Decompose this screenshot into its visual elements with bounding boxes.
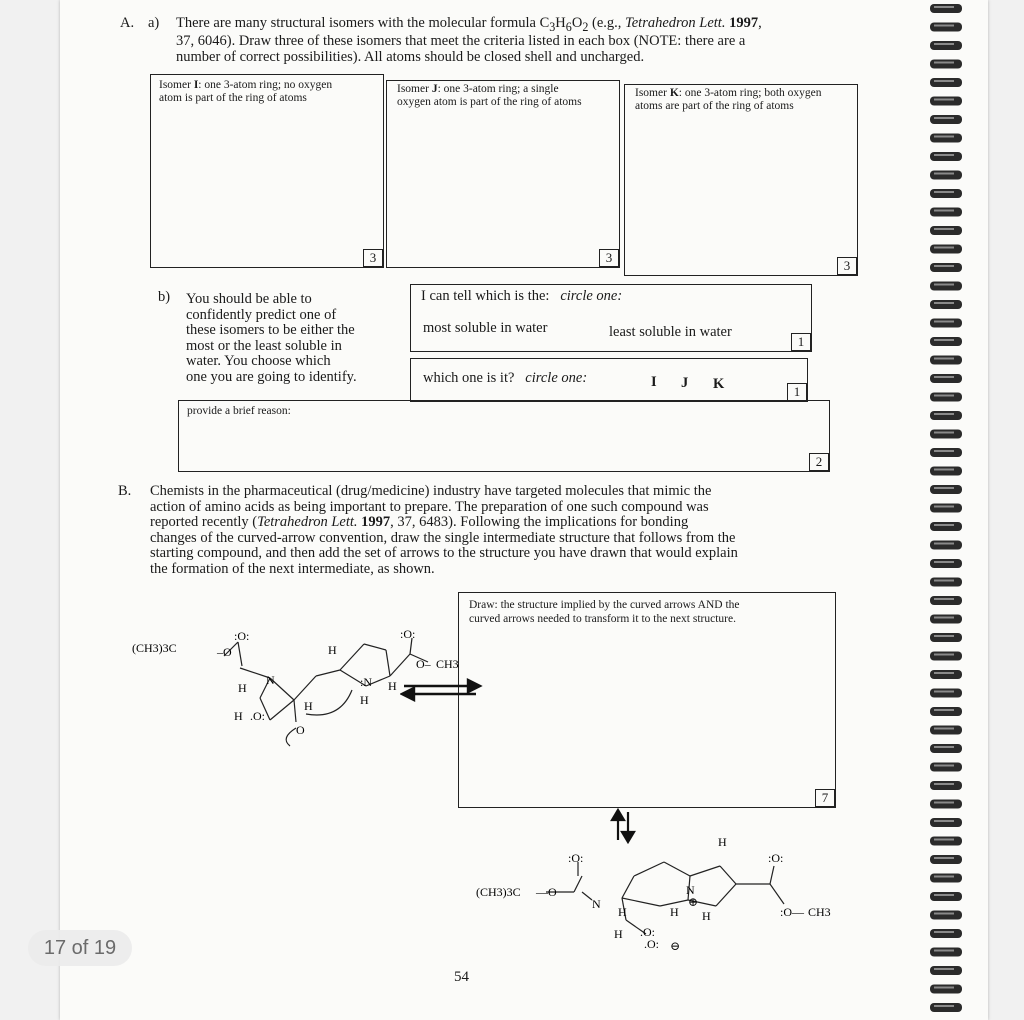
most-soluble-option[interactable]: most soluble in water (423, 320, 548, 336)
option-k[interactable]: K (713, 376, 725, 392)
spiral-coil (930, 800, 962, 809)
spiral-coil-highlight (934, 728, 954, 730)
page-number: 54 (454, 969, 469, 985)
spiral-coil-highlight (934, 931, 954, 933)
svg-text:H: H (702, 909, 711, 923)
svg-text::N: :N (360, 675, 372, 689)
reason-points: 2 (809, 453, 829, 471)
spiral-coil (930, 818, 962, 827)
spiral-coil (930, 652, 962, 661)
spiral-coil-highlight (934, 432, 954, 434)
svg-text:.O:: .O: (640, 925, 655, 939)
next-intermediate-structure (474, 836, 834, 956)
spiral-coil (930, 4, 962, 13)
spiral-coil (930, 430, 962, 439)
svg-text::O—: :O— (780, 905, 804, 919)
spiral-coil (930, 97, 962, 106)
which-points: 1 (787, 383, 807, 401)
spiral-coil (930, 115, 962, 124)
isomer-i-points: 3 (363, 249, 383, 267)
spiral-coil-highlight (934, 617, 954, 619)
spiral-coil-highlight (934, 99, 954, 101)
spiral-coil-highlight (934, 802, 954, 804)
spiral-coil-highlight (934, 765, 954, 767)
spiral-coil-highlight (934, 339, 954, 341)
spiral-coil (930, 245, 962, 254)
part-b-section-label: B. (118, 483, 132, 499)
reason-box[interactable] (178, 400, 830, 472)
svg-text:O–: O– (416, 657, 431, 671)
svg-text::O:: :O: (400, 627, 416, 641)
spiral-coil (930, 1003, 962, 1012)
spiral-coil-highlight (934, 395, 954, 397)
spiral-coil-highlight (934, 358, 954, 360)
spiral-coil-highlight (934, 80, 954, 82)
svg-text::O:: :O: (568, 851, 584, 865)
svg-text:.O:: .O: (250, 709, 265, 723)
tbu-group-1: (CH3)3C (132, 641, 177, 655)
isomer-k-points: 3 (837, 257, 857, 275)
spiral-coil (930, 615, 962, 624)
part-a-label: A. (120, 15, 135, 31)
spiral-coil (930, 152, 962, 161)
svg-text:N: N (686, 883, 695, 897)
which-isomer-box[interactable] (410, 358, 808, 402)
spiral-coil-highlight (934, 839, 954, 841)
spiral-coil-highlight (934, 561, 954, 563)
spiral-coil (930, 874, 962, 883)
spiral-coil (930, 171, 962, 180)
spiral-coil-highlight (934, 820, 954, 822)
spiral-coil-highlight (934, 136, 954, 138)
spiral-binding (926, 0, 970, 1020)
spiral-coil (930, 744, 962, 753)
solubility-points: 1 (791, 333, 811, 351)
spiral-coil-highlight (934, 117, 954, 119)
spiral-coil (930, 541, 962, 550)
svg-text:H: H (360, 693, 369, 707)
spiral-coil-highlight (934, 876, 954, 878)
spiral-coil-highlight (934, 598, 954, 600)
spiral-coil-highlight (934, 487, 954, 489)
which-label: which one is it? circle one: (423, 370, 588, 386)
svg-text:H: H (328, 643, 337, 657)
spiral-coil-highlight (934, 265, 954, 267)
reason-label: provide a brief reason: (187, 405, 291, 417)
spiral-coil-highlight (934, 469, 954, 471)
spiral-coil (930, 892, 962, 901)
spiral-coil-highlight (934, 284, 954, 286)
spiral-coil-highlight (934, 321, 954, 323)
spiral-coil (930, 633, 962, 642)
spiral-coil-highlight (934, 1005, 954, 1007)
spiral-coil-highlight (934, 43, 954, 45)
svg-text::O:: :O: (768, 851, 784, 865)
spiral-coil-highlight (934, 691, 954, 693)
spiral-coil-highlight (934, 210, 954, 212)
spiral-coil-highlight (934, 894, 954, 896)
spiral-coil-highlight (934, 154, 954, 156)
methyl-1: CH3 (436, 657, 459, 671)
spiral-coil-highlight (934, 987, 954, 989)
isomer-k-label: Isomer K: one 3-atom ring; both oxygen atoms are part of the ring of atoms (635, 87, 822, 112)
spiral-coil (930, 189, 962, 198)
spiral-coil-highlight (934, 783, 954, 785)
spiral-coil-highlight (934, 247, 954, 249)
svg-text:H: H (670, 905, 679, 919)
spiral-coil (930, 226, 962, 235)
spiral-coil-highlight (934, 376, 954, 378)
part-a-intro-line1: There are many structural isomers with the molecular formula $C_3H_6O_2$ (e.g., Tetrahedron Lett. 1997, (176, 15, 762, 34)
spiral-coil-highlight (934, 173, 954, 175)
spiral-coil-highlight (934, 950, 954, 952)
spiral-coil (930, 300, 962, 309)
solubility-choice-box[interactable] (410, 284, 812, 352)
option-j[interactable]: J (681, 375, 689, 391)
equilibrium-arrow-1 (400, 676, 484, 704)
spiral-coil-highlight (934, 857, 954, 859)
svg-text::O:: :O: (234, 629, 250, 643)
isomer-i-box[interactable] (150, 74, 384, 268)
spiral-coil (930, 911, 962, 920)
least-soluble-option[interactable]: least soluble in water (609, 324, 732, 340)
spiral-coil (930, 208, 962, 217)
spiral-coil (930, 929, 962, 938)
spiral-coil (930, 374, 962, 383)
draw-points: 7 (815, 789, 835, 807)
spiral-coil-highlight (934, 654, 954, 656)
spiral-coil (930, 781, 962, 790)
spiral-coil (930, 596, 962, 605)
svg-text:N: N (592, 897, 601, 911)
spiral-coil-highlight (934, 543, 954, 545)
spiral-coil (930, 707, 962, 716)
spiral-coil-highlight (934, 228, 954, 230)
spiral-coil (930, 319, 962, 328)
part-a-a-label: a) (148, 15, 160, 31)
svg-text:H: H (238, 681, 247, 695)
svg-text:H: H (304, 699, 313, 713)
spiral-coil (930, 522, 962, 531)
spiral-coil (930, 467, 962, 476)
isomer-j-box[interactable] (386, 80, 620, 268)
part-b-paragraph: Chemists in the pharmaceutical (drug/medicine) industry have targeted molecules that mimic the action of amino acids as being important to prepare. The preparation of one such compound was reported recently (Tetrahedron Lett. 1997, 37, 6483). Following the implications for bonding changes of the curved-arrow convention, draw the single intermediate structure that follows from the starting compound, and then add the set of arrows to the structure you have drawn that would explain the formation of the next intermediate, as shown. (150, 483, 738, 577)
svg-text:H: H (718, 836, 727, 849)
isomer-k-box[interactable] (624, 84, 858, 276)
spiral-coil (930, 356, 962, 365)
spiral-coil (930, 763, 962, 772)
spiral-coil (930, 485, 962, 494)
svg-text:N: N (266, 673, 275, 687)
spiral-coil-highlight (934, 580, 954, 582)
page-indicator: 17 of 19 (28, 930, 132, 966)
document-page (60, 0, 988, 1020)
spiral-coil (930, 504, 962, 513)
spiral-coil-highlight (934, 913, 954, 915)
isomer-j-label: Isomer J: one 3-atom ring; a single oxygen atom is part of the ring of atoms (397, 83, 582, 108)
draw-box-line2: curved arrows needed to transform it to the next structure. (469, 613, 736, 625)
spiral-coil-highlight (934, 191, 954, 193)
spiral-coil-highlight (934, 506, 954, 508)
spiral-coil-highlight (934, 709, 954, 711)
svg-text:H: H (618, 905, 627, 919)
draw-box-line1: Draw: the structure implied by the curved arrows AND the (469, 599, 740, 611)
spiral-coil (930, 985, 962, 994)
svg-text:H: H (388, 679, 397, 693)
spiral-coil (930, 448, 962, 457)
spiral-coil (930, 41, 962, 50)
spiral-coil (930, 726, 962, 735)
spiral-coil-highlight (934, 746, 954, 748)
svg-text:O: O (296, 723, 305, 737)
isomer-i-label: Isomer I: one 3-atom ring; no oxygen atom is part of the ring of atoms (159, 79, 333, 104)
spiral-coil (930, 393, 962, 402)
spiral-coil-highlight (934, 524, 954, 526)
spiral-coil (930, 282, 962, 291)
spiral-coil-highlight (934, 968, 954, 970)
spiral-coil (930, 263, 962, 272)
spiral-coil (930, 134, 962, 143)
svg-text:—O: —O (536, 885, 557, 899)
spiral-coil-highlight (934, 25, 954, 27)
tbu-group-2: (CH3)3C (476, 885, 521, 899)
draw-box[interactable] (458, 592, 836, 808)
spiral-coil-highlight (934, 302, 954, 304)
methyl-2: CH3 (808, 905, 831, 919)
spiral-coil (930, 578, 962, 587)
tell-label: I can tell which is the: circle one: (421, 288, 623, 304)
part-a-intro-line2: 37, 6046). Draw three of these isomers that meet the criteria listed in each box (NOTE: there are a (176, 33, 746, 49)
spiral-coil (930, 23, 962, 32)
svg-text:H: H (234, 709, 243, 723)
spiral-coil (930, 837, 962, 846)
svg-text:.O:: .O: (644, 937, 659, 951)
spiral-coil-highlight (934, 62, 954, 64)
spiral-coil-highlight (934, 450, 954, 452)
spiral-coil (930, 966, 962, 975)
spiral-coil-highlight (934, 672, 954, 674)
spiral-coil (930, 78, 962, 87)
spiral-coil (930, 337, 962, 346)
svg-text:⊖: ⊖ (670, 939, 681, 953)
spiral-coil (930, 855, 962, 864)
spiral-coil-highlight (934, 413, 954, 415)
spiral-coil (930, 559, 962, 568)
svg-text:⊕: ⊕ (688, 895, 699, 909)
option-i[interactable]: I (651, 374, 657, 390)
part-b-label: b) (158, 289, 171, 305)
spiral-coil (930, 411, 962, 420)
spiral-coil-highlight (934, 6, 954, 8)
svg-text:–O: –O (217, 645, 232, 659)
spiral-coil-highlight (934, 635, 954, 637)
spiral-coil (930, 948, 962, 957)
isomer-j-points: 3 (599, 249, 619, 267)
part-b-text: You should be able to confidently predict one of these isomers to be either the most or the least soluble in water. You choose which one you are going to identify. (186, 291, 357, 385)
spiral-coil (930, 670, 962, 679)
spiral-coil (930, 60, 962, 69)
svg-text:H: H (614, 927, 623, 941)
part-a-intro-line3: number of correct possibilities). All atoms should be closed shell and uncharged. (176, 49, 645, 65)
spiral-coil (930, 689, 962, 698)
